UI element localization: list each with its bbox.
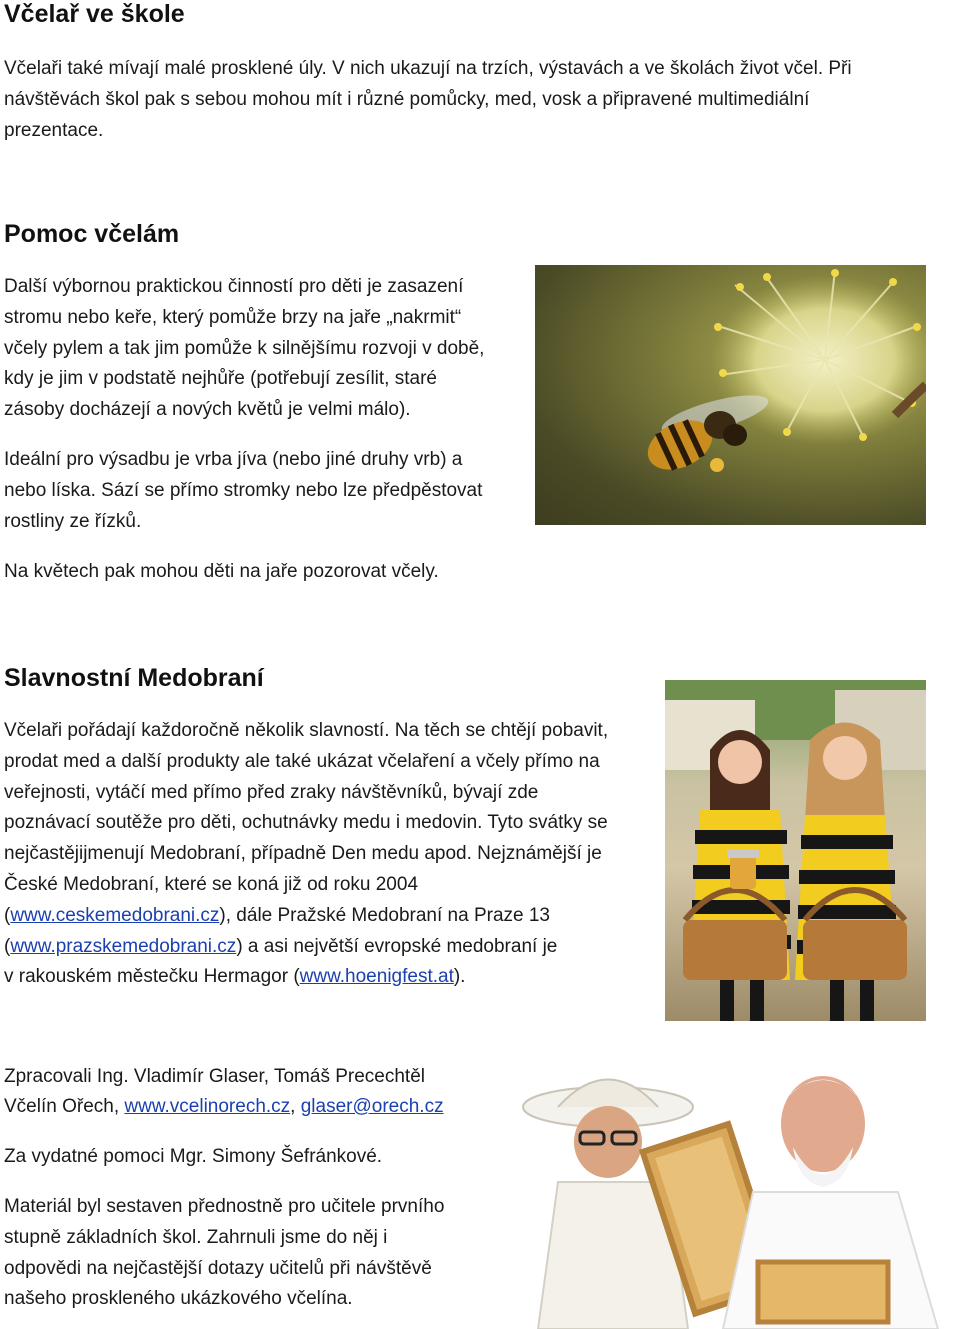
- section-title-slavnostni-medobrani: Slavnostní Medobraní: [4, 664, 264, 692]
- text-line: nejčastějijmenují Medobraní, případně Den medu apod. Nejznámější je: [4, 843, 602, 865]
- text-fragment: (: [4, 904, 11, 926]
- beekeepers-photo: [518, 1062, 960, 1329]
- bee-illustration: [535, 265, 926, 525]
- text-line: Včelaři také mívají malé prosklené úly. V nich ukazují na trzích, výstavách a ve školách život včel. Při: [4, 58, 852, 79]
- text-line: stupně základních škol. Zahrnuli jsme do něj i: [4, 1226, 388, 1248]
- festival-girls-illustration: [665, 680, 926, 1021]
- beekeepers-illustration: [518, 1062, 960, 1329]
- link-hoenigfest[interactable]: www.hoenigfest.at: [299, 966, 454, 988]
- section-title-vcelar-ve-skole: Včelař ve škole: [4, 0, 185, 28]
- text-line: zásoby docházejí a nových květů je velmi málo).: [4, 399, 411, 421]
- text-line: Ideální pro výsadbu je vrba jíva (nebo jiné druhy vrb) a: [4, 449, 463, 470]
- text-line: odpovědi na nejčastější dotazy učitelů při návštěvě: [4, 1257, 432, 1279]
- text-line: České Medobraní, které se koná již od roku 2004: [4, 873, 419, 895]
- text-line: Další výbornou praktickou činností pro děti je zasazení: [4, 276, 464, 297]
- text-line: našeho proskleného ukázkového včelína.: [4, 1288, 353, 1310]
- text-fragment: ), dále Pražské Medobraní na Praze 13: [219, 904, 550, 926]
- bee-on-willow-photo: [535, 265, 926, 525]
- link-ceskemedobrani[interactable]: www.ceskemedobrani.cz: [10, 904, 220, 926]
- text-line: rostliny ze řízků.: [4, 510, 142, 532]
- text-fragment: ,: [290, 1096, 301, 1117]
- credits-note: [4, 1192, 444, 1315]
- text-fragment: v rakouském městečku Hermagor (: [4, 966, 300, 988]
- section2-paragraph-1: [4, 272, 484, 426]
- section3-paragraph: [4, 716, 608, 993]
- credits-thanks: Za vydatné pomoci Mgr. Simony Šefránkové.: [4, 1146, 383, 1167]
- text-line: nebo líska. Sází se přímo stromky nebo lze předpěstovat: [4, 479, 483, 501]
- text-fragment: ).: [453, 966, 466, 988]
- text-line: [4, 932, 608, 963]
- text-line: [4, 962, 608, 993]
- section-title-pomoc-vcelam: Pomoc včelám: [4, 220, 180, 248]
- medobrani-festival-photo: [665, 680, 926, 1021]
- link-vcelinorech[interactable]: www.vcelinorech.cz: [124, 1096, 291, 1117]
- text-line: veřejnosti, vytáčí med přímo před zraky návštěvníků, bývají zde: [4, 781, 539, 803]
- text-line: poznávací soutěže pro děti, ochutnávky medu i medovin. Tyto svátky se: [4, 812, 608, 834]
- text-line: kdy je jim v podstatě nejhůře (potřebují zesílit, staré: [4, 368, 437, 390]
- credits-authors: Zpracovali Ing. Vladimír Glaser, Tomáš Precechtěl: [4, 1066, 425, 1087]
- section2-paragraph-2: [4, 445, 482, 537]
- text-line: prezentace.: [4, 119, 104, 141]
- text-line: návštěvách škol pak s sebou mohou mít i různé pomůcky, med, vosk a připravené multimediální: [4, 88, 810, 110]
- text-line: [4, 901, 608, 932]
- text-fragment: Včelín Ořech,: [4, 1096, 125, 1117]
- text-fragment: ) a asi největší evropské medobraní je: [236, 935, 558, 957]
- text-line: včely pylem a tak jim pomůže k silnějšímu rozvoji v době,: [4, 337, 485, 359]
- text-line: Včelaři pořádají každoročně několik slavností. Na těch se chtějí pobavit,: [4, 720, 609, 741]
- section1-paragraph: [4, 54, 852, 146]
- text-line: stromu nebo keře, který pomůže brzy na jaře „nakrmit“: [4, 306, 462, 328]
- text-line: Materiál byl sestaven přednostně pro učitele prvního: [4, 1196, 445, 1217]
- text-line: prodat med a další produkty ale také ukázat včelaření a včely přímo na: [4, 750, 600, 772]
- credits-contact: [4, 1092, 444, 1123]
- link-prazskemedobrani[interactable]: www.prazskemedobrani.cz: [10, 935, 237, 957]
- text-fragment: (: [4, 935, 11, 957]
- text-line: Na květech pak mohou děti na jaře pozorovat včely.: [4, 561, 439, 582]
- link-email-glaser[interactable]: glaser@orech.cz: [300, 1096, 444, 1117]
